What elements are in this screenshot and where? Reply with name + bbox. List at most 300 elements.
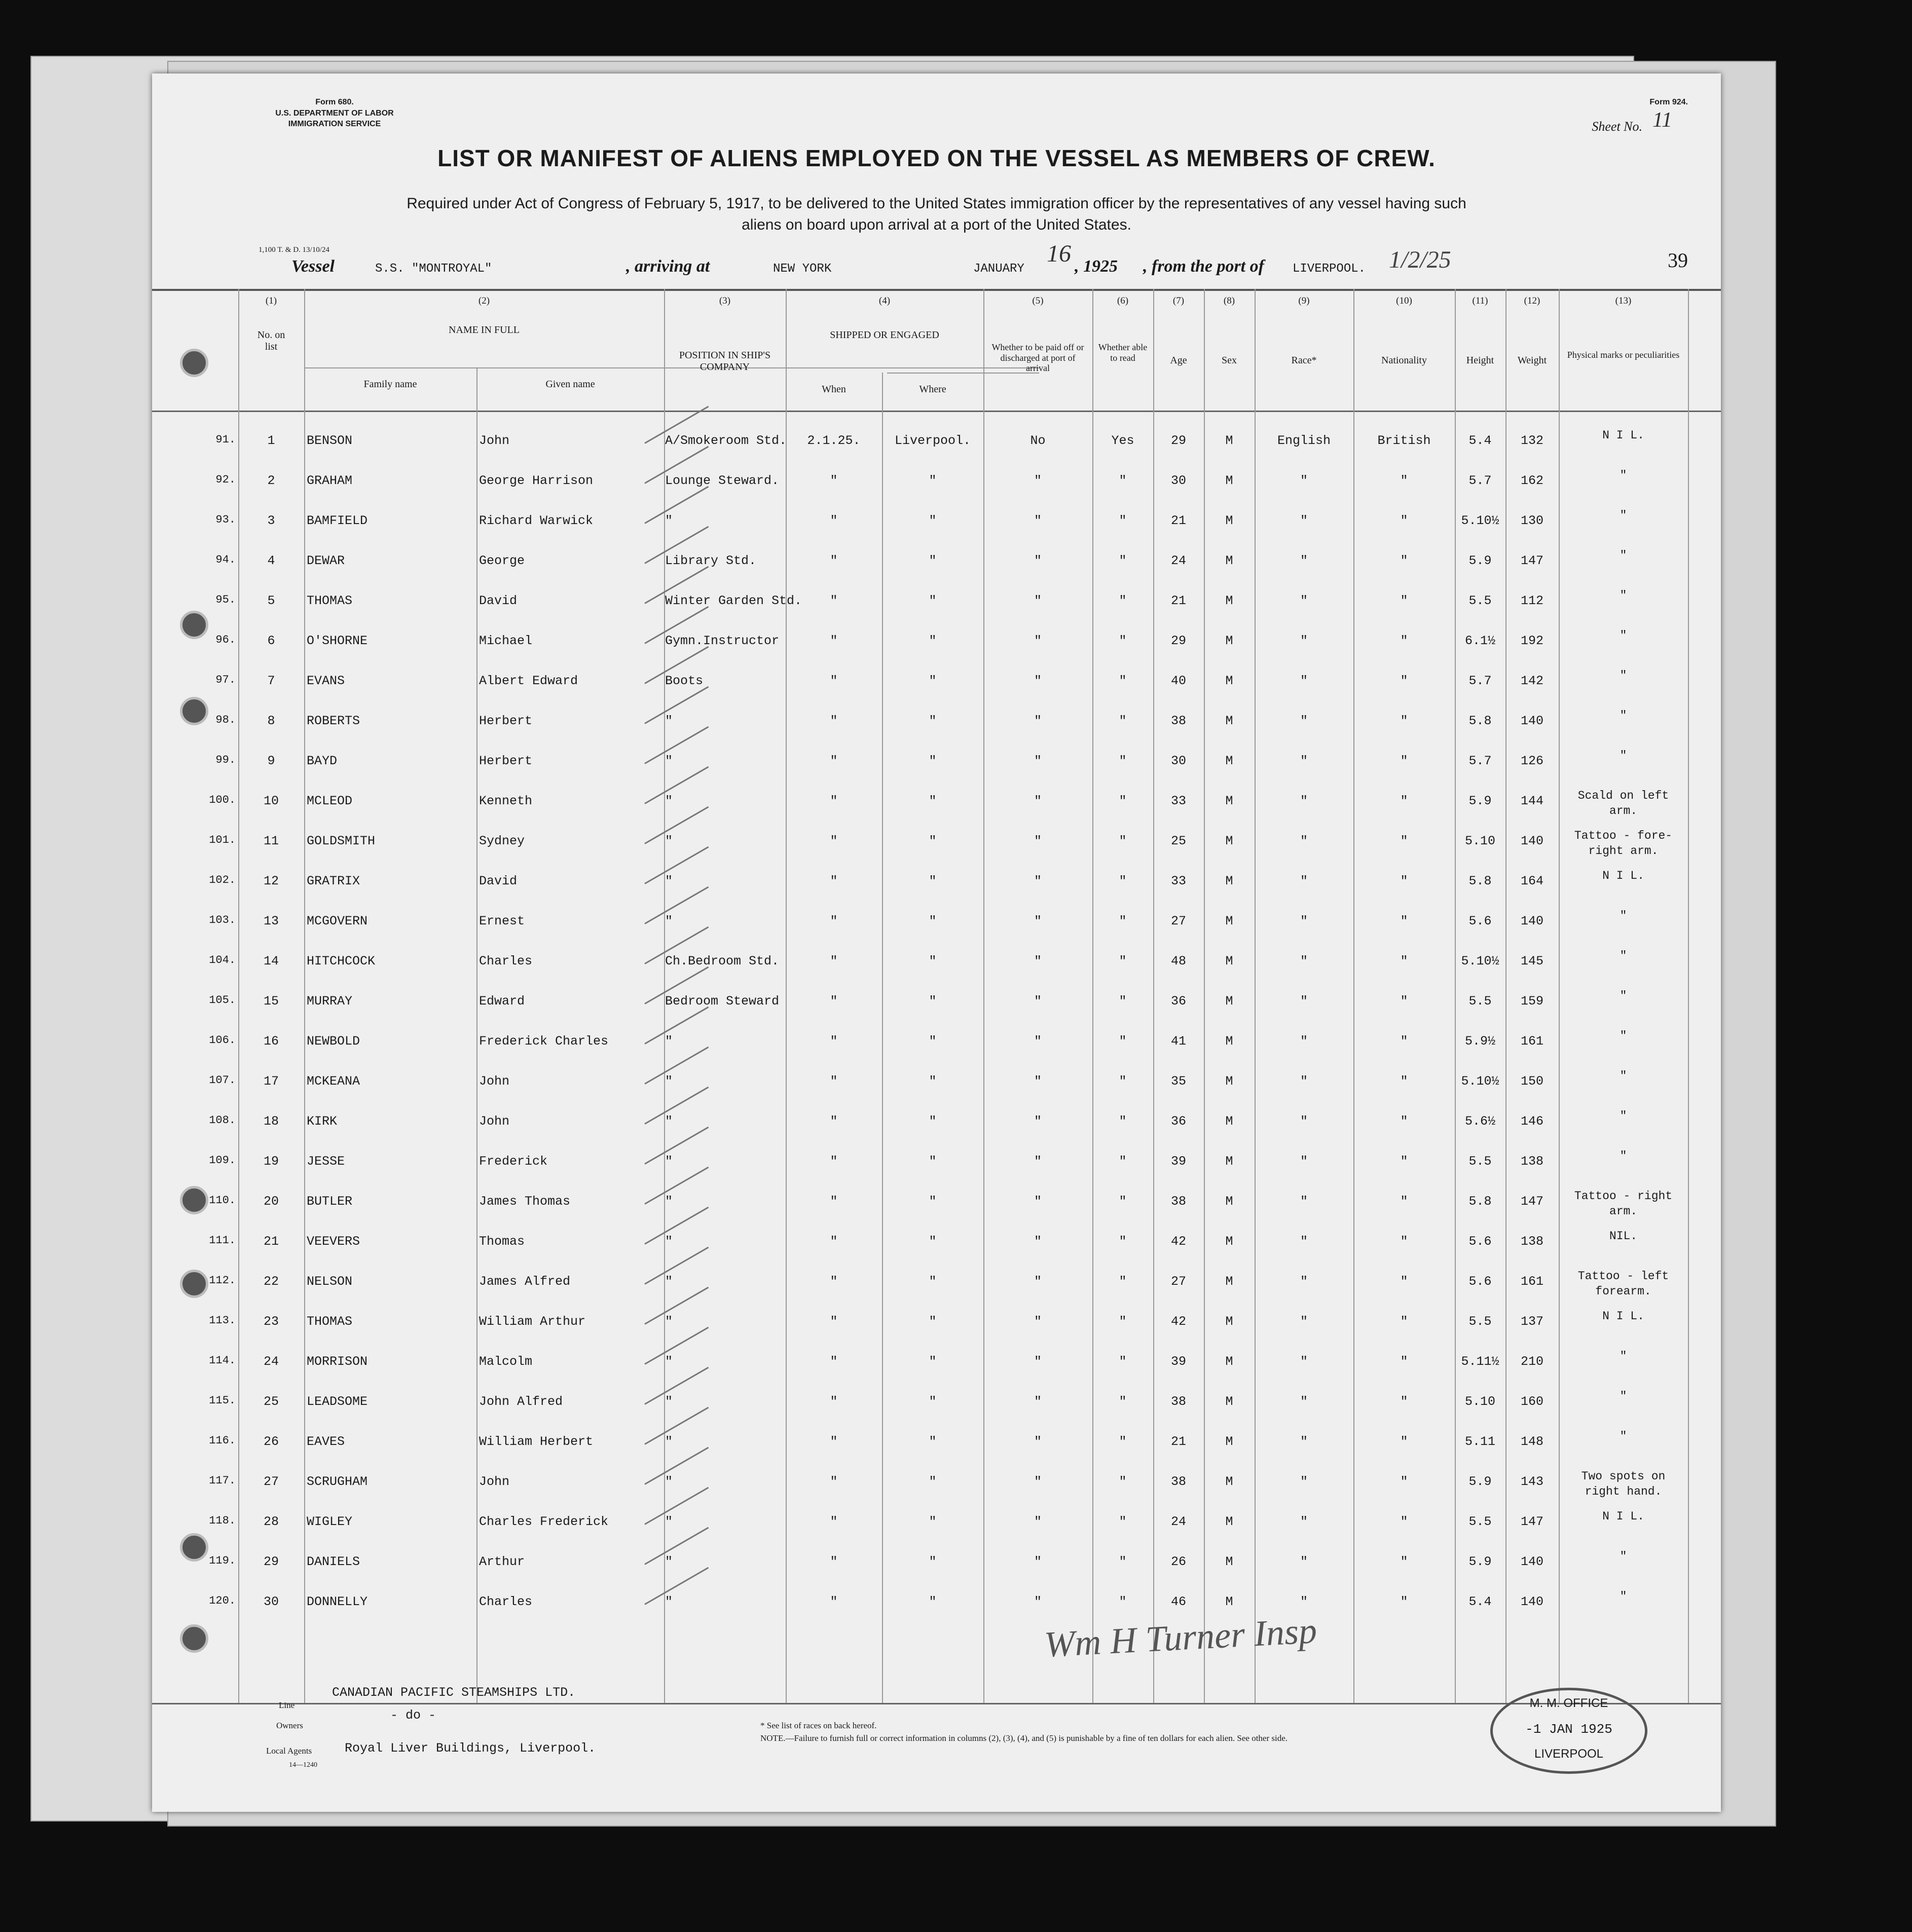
cell-sex: M: [1225, 553, 1233, 568]
cell-family-name: MCLEOD: [307, 794, 353, 808]
cell-line-number: 104.: [209, 954, 236, 967]
cell-physical-marks: ": [1620, 709, 1627, 722]
cell-when: 2.1.25.: [807, 433, 861, 448]
cell-physical-marks: ": [1620, 1029, 1627, 1043]
cell-position: ": [665, 1594, 673, 1609]
stamp-bottom: LIVERPOOL: [1534, 1747, 1604, 1761]
cell-able-to-read: ": [1119, 874, 1127, 888]
cell-race: ": [1300, 754, 1308, 768]
cell-physical-marks: ": [1620, 909, 1627, 922]
cell-age: 38: [1170, 714, 1186, 728]
cell-given-name: Sydney: [479, 834, 525, 848]
cell-where: ": [929, 1234, 937, 1249]
cell-nationality: ": [1400, 994, 1408, 1009]
cell-family-name: BAYD: [307, 754, 338, 768]
cell-sex: M: [1225, 1554, 1233, 1569]
cell-line-number: 115.: [209, 1394, 236, 1407]
cell-where: ": [929, 714, 937, 728]
header-family-name: Family name: [363, 379, 417, 390]
cell-nationality: ": [1400, 553, 1408, 568]
cell-race: ": [1300, 1154, 1308, 1169]
cell-where: Liverpool.: [894, 433, 971, 448]
cell-paid-off: ": [1034, 473, 1042, 488]
cell-line-number: 100.: [209, 794, 236, 806]
cell-weight: 138: [1520, 1234, 1543, 1249]
cell-line-number: 91.: [215, 433, 236, 446]
cell-nationality: ": [1400, 1474, 1408, 1489]
cell-sex: M: [1225, 1314, 1233, 1329]
header-age: Age: [1170, 355, 1187, 366]
cell-race: ": [1300, 593, 1308, 608]
cell-race: ": [1300, 1434, 1308, 1449]
cell-line-number: 110.: [209, 1194, 236, 1207]
page-subtitle-line2: aliens on board upon arrival at a port of the United States.: [742, 216, 1131, 233]
cell-paid-off: ": [1034, 1554, 1042, 1569]
cell-list-number: 21: [263, 1234, 279, 1249]
cell-height: 5.5: [1468, 1514, 1492, 1529]
cell-able-to-read: ": [1119, 1194, 1127, 1209]
cell-when: ": [830, 1314, 838, 1329]
cell-list-number: 19: [263, 1154, 279, 1169]
cell-weight: 192: [1520, 634, 1543, 648]
cell-paid-off: ": [1034, 1594, 1042, 1609]
cell-when: ": [830, 1554, 838, 1569]
cell-race: ": [1300, 954, 1308, 969]
cell-where: ": [929, 1114, 937, 1129]
cell-height: 5.5: [1468, 593, 1492, 608]
cell-paid-off: ": [1034, 553, 1042, 568]
cell-race: ": [1300, 1274, 1308, 1289]
cell-when: ": [830, 473, 838, 488]
cell-physical-marks: ": [1620, 1550, 1627, 1563]
cell-height: 5.11: [1464, 1434, 1495, 1449]
cell-physical-marks: Scald on left arm.: [1577, 789, 1669, 818]
cell-sex: M: [1225, 513, 1233, 528]
cell-physical-marks: ": [1620, 1350, 1627, 1363]
cell-paid-off: ": [1034, 1274, 1042, 1289]
cell-paid-off: ": [1034, 1074, 1042, 1089]
manifest-sheet: [152, 73, 1721, 1812]
cell-height: 5.5: [1468, 1154, 1492, 1169]
cell-when: ": [830, 914, 838, 928]
cell-weight: 144: [1520, 794, 1543, 808]
cell-weight: 164: [1520, 874, 1543, 888]
cell-line-number: 112.: [209, 1274, 236, 1287]
cell-race: ": [1300, 1394, 1308, 1409]
cell-age: 33: [1170, 794, 1186, 808]
cell-given-name: Frederick: [479, 1154, 548, 1169]
cell-given-name: John: [479, 1114, 510, 1129]
cell-list-number: 25: [263, 1394, 279, 1409]
cell-able-to-read: ": [1119, 1474, 1127, 1489]
cell-line-number: 117.: [209, 1474, 236, 1487]
cell-paid-off: ": [1034, 954, 1042, 969]
cell-physical-marks: ": [1620, 549, 1627, 562]
cell-weight: 160: [1520, 1394, 1543, 1409]
cell-list-number: 28: [263, 1514, 279, 1529]
cell-line-number: 120.: [209, 1594, 236, 1607]
cell-physical-marks: ": [1620, 1590, 1627, 1603]
cell-sex: M: [1225, 794, 1233, 808]
form-number-right: Form 924.: [1649, 98, 1688, 106]
cell-position: ": [665, 513, 673, 528]
cell-nationality: ": [1400, 1234, 1408, 1249]
cell-weight: 146: [1520, 1114, 1543, 1129]
col-number: (12): [1524, 295, 1540, 306]
cell-family-name: MORRISON: [307, 1354, 368, 1369]
cell-when: ": [830, 1434, 838, 1449]
cell-weight: 138: [1520, 1154, 1543, 1169]
cell-list-number: 24: [263, 1354, 279, 1369]
cell-physical-marks: ": [1620, 509, 1627, 522]
cell-age: 27: [1170, 1274, 1186, 1289]
footer-agents-value: Royal Liver Buildings, Liverpool.: [345, 1741, 596, 1756]
header-race: Race*: [1291, 355, 1317, 366]
cell-position: A/Smokeroom Std.: [665, 433, 787, 448]
header-where: Where: [919, 384, 946, 395]
cell-when: ": [830, 1194, 838, 1209]
cell-position: ": [665, 834, 673, 848]
cell-sex: M: [1225, 674, 1233, 688]
cell-when: ": [830, 1154, 838, 1169]
page-number: 39: [1668, 249, 1688, 272]
cell-physical-marks: Tattoo - fore- right arm.: [1574, 829, 1673, 858]
cell-able-to-read: ": [1119, 994, 1127, 1009]
cell-when: ": [830, 1514, 838, 1529]
cell-list-number: 18: [263, 1114, 279, 1129]
cell-physical-marks: Two spots on right hand.: [1581, 1470, 1666, 1498]
cell-given-name: George: [479, 553, 525, 568]
arrival-month: JANUARY: [973, 262, 1024, 276]
cell-paid-off: ": [1034, 674, 1042, 688]
cell-paid-off: ": [1034, 754, 1042, 768]
cell-race: ": [1300, 794, 1308, 808]
cell-height: 5.11½: [1461, 1354, 1499, 1369]
stamp-date: -1 JAN 1925: [1525, 1722, 1612, 1737]
cell-weight: 112: [1520, 593, 1543, 608]
cell-paid-off: ": [1034, 914, 1042, 928]
cell-given-name: Malcolm: [479, 1354, 533, 1369]
page-subtitle-line1: Required under Act of Congress of February 5, 1917, to be delivered to the United States immigration officer by the representatives of any vessel having such: [407, 195, 1466, 212]
cell-when: ": [830, 1074, 838, 1089]
cell-nationality: ": [1400, 1034, 1408, 1049]
cell-position: ": [665, 1474, 673, 1489]
cell-race: ": [1300, 834, 1308, 848]
punch-hole: [180, 1624, 208, 1653]
cell-nationality: ": [1400, 593, 1408, 608]
cell-nationality: ": [1400, 914, 1408, 928]
header-paid-off: Whether to be paid off or discharged at port of arrival: [991, 342, 1084, 374]
cell-given-name: Michael: [479, 634, 533, 648]
cell-line-number: 114.: [209, 1354, 236, 1367]
cell-given-name: John: [479, 1074, 510, 1089]
col-number: (2): [478, 295, 490, 306]
cell-position: ": [665, 1314, 673, 1329]
cell-line-number: 106.: [209, 1034, 236, 1047]
header-no-on-list: No. on list: [257, 329, 285, 352]
footer-line-value: CANADIAN PACIFIC STEAMSHIPS LTD.: [332, 1685, 576, 1700]
cell-where: ": [929, 1594, 937, 1609]
cell-where: ": [929, 914, 937, 928]
sheet-number-label: Sheet No.: [1592, 119, 1642, 134]
cell-when: ": [830, 1034, 838, 1049]
cell-height: 5.9: [1468, 794, 1492, 808]
cell-sex: M: [1225, 1514, 1233, 1529]
footer-agents-label: Local Agents: [266, 1746, 312, 1756]
cell-weight: 147: [1520, 1194, 1543, 1209]
cell-height: 5.10½: [1461, 1074, 1499, 1089]
cell-line-number: 102.: [209, 874, 236, 886]
cell-height: 5.10: [1464, 1394, 1495, 1409]
header-nationality: Nationality: [1381, 355, 1427, 366]
cell-where: ": [929, 1514, 937, 1529]
cell-position: ": [665, 1354, 673, 1369]
col-number: (7): [1172, 295, 1185, 306]
cell-able-to-read: ": [1119, 1594, 1127, 1609]
cell-given-name: Arthur: [479, 1554, 525, 1569]
cell-weight: 130: [1520, 513, 1543, 528]
col-number: (3): [719, 295, 731, 306]
cell-nationality: ": [1400, 1554, 1408, 1569]
cell-weight: 161: [1520, 1034, 1543, 1049]
cell-height: 5.10½: [1461, 513, 1499, 528]
cell-position: Ch.Bedroom Std.: [665, 954, 780, 969]
cell-able-to-read: ": [1119, 714, 1127, 728]
col-divider: [1559, 289, 1560, 1703]
cell-list-number: 20: [263, 1194, 279, 1209]
cell-height: 5.10½: [1461, 954, 1499, 969]
cell-race: ": [1300, 1514, 1308, 1529]
cell-family-name: MCKEANA: [307, 1074, 360, 1089]
cell-family-name: JESSE: [307, 1154, 345, 1169]
cell-given-name: William Herbert: [479, 1434, 594, 1449]
cell-where: ": [929, 1034, 937, 1049]
cell-height: 5.8: [1468, 874, 1492, 888]
cell-able-to-read: ": [1119, 1274, 1127, 1289]
cell-line-number: 97.: [215, 674, 236, 686]
cell-able-to-read: ": [1119, 553, 1127, 568]
cell-nationality: ": [1400, 954, 1408, 969]
cell-family-name: GRAHAM: [307, 473, 353, 488]
cell-weight: 145: [1520, 954, 1543, 969]
cell-height: 5.6½: [1464, 1114, 1495, 1129]
cell-line-number: 118.: [209, 1514, 236, 1527]
cell-height: 5.6: [1468, 1234, 1492, 1249]
cell-list-number: 26: [263, 1434, 279, 1449]
cell-sex: M: [1225, 1114, 1233, 1129]
cell-nationality: ": [1400, 874, 1408, 888]
cell-given-name: James Alfred: [479, 1274, 571, 1289]
cell-where: ": [929, 954, 937, 969]
header-weight: Weight: [1517, 355, 1547, 366]
cell-list-number: 27: [263, 1474, 279, 1489]
cell-list-number: 17: [263, 1074, 279, 1089]
cell-nationality: ": [1400, 1594, 1408, 1609]
cell-age: 30: [1170, 754, 1186, 768]
cell-age: 38: [1170, 1194, 1186, 1209]
cell-height: 5.5: [1468, 1314, 1492, 1329]
cell-sex: M: [1225, 954, 1233, 969]
cell-sex: M: [1225, 754, 1233, 768]
cell-given-name: Herbert: [479, 714, 533, 728]
cell-able-to-read: ": [1119, 473, 1127, 488]
cell-where: ": [929, 1474, 937, 1489]
cell-paid-off: ": [1034, 634, 1042, 648]
cell-height: 5.10: [1464, 834, 1495, 848]
cell-family-name: KIRK: [307, 1114, 338, 1129]
table-top-border: [152, 289, 1721, 291]
cell-age: 29: [1170, 433, 1186, 448]
punch-hole: [180, 1270, 208, 1298]
cell-list-number: 23: [263, 1314, 279, 1329]
cell-line-number: 92.: [215, 473, 236, 486]
inspector-signature: Wm H Turner Insp: [1043, 1610, 1318, 1665]
cell-height: 5.6: [1468, 914, 1492, 928]
cell-race: English: [1277, 433, 1331, 448]
cell-position: ": [665, 714, 673, 728]
cell-sex: M: [1225, 834, 1233, 848]
cell-able-to-read: ": [1119, 754, 1127, 768]
footer-owners-value: - do -: [390, 1708, 436, 1723]
cell-list-number: 4: [267, 553, 275, 568]
cell-list-number: 3: [267, 513, 275, 528]
cell-weight: 162: [1520, 473, 1543, 488]
cell-line-number: 116.: [209, 1434, 236, 1447]
cell-where: ": [929, 1354, 937, 1369]
cell-list-number: 14: [263, 954, 279, 969]
cell-height: 5.8: [1468, 1194, 1492, 1209]
cell-nationality: ": [1400, 1314, 1408, 1329]
col-number: (13): [1615, 295, 1632, 306]
cell-family-name: DANIELS: [307, 1554, 360, 1569]
cell-sex: M: [1225, 473, 1233, 488]
cell-nationality: ": [1400, 1074, 1408, 1089]
cell-given-name: Kenneth: [479, 794, 533, 808]
cell-paid-off: ": [1034, 1394, 1042, 1409]
col-number: (4): [878, 295, 891, 306]
cell-when: ": [830, 754, 838, 768]
cell-nationality: ": [1400, 1514, 1408, 1529]
cell-physical-marks: N I L.: [1602, 1310, 1644, 1323]
cell-able-to-read: ": [1119, 1234, 1127, 1249]
cell-race: ": [1300, 473, 1308, 488]
cell-able-to-read: ": [1119, 1394, 1127, 1409]
cell-weight: 142: [1520, 674, 1543, 688]
cell-list-number: 22: [263, 1274, 279, 1289]
cell-sex: M: [1225, 874, 1233, 888]
col-divider: [1688, 289, 1689, 1703]
cell-race: ": [1300, 994, 1308, 1009]
cell-paid-off: ": [1034, 1474, 1042, 1489]
arriving-port: NEW YORK: [773, 262, 832, 276]
cell-able-to-read: ": [1119, 1154, 1127, 1169]
cell-weight: 140: [1520, 1554, 1543, 1569]
cell-list-number: 11: [263, 834, 279, 848]
cell-height: 5.7: [1468, 473, 1492, 488]
cell-list-number: 16: [263, 1034, 279, 1049]
cell-where: ": [929, 1314, 937, 1329]
cell-given-name: George Harrison: [479, 473, 594, 488]
cell-height: 5.8: [1468, 714, 1492, 728]
cell-nationality: ": [1400, 674, 1408, 688]
cell-weight: 140: [1520, 1594, 1543, 1609]
cell-position: ": [665, 1074, 673, 1089]
cell-paid-off: ": [1034, 593, 1042, 608]
cell-age: 39: [1170, 1154, 1186, 1169]
cell-family-name: GRATRIX: [307, 874, 360, 888]
cell-line-number: 109.: [209, 1154, 236, 1167]
cell-height: 5.6: [1468, 1274, 1492, 1289]
cell-given-name: Charles Frederick: [479, 1514, 609, 1529]
cell-able-to-read: ": [1119, 1434, 1127, 1449]
cell-where: ": [929, 674, 937, 688]
cell-height: 5.9: [1468, 1554, 1492, 1569]
header-physical-marks: Physical marks or peculiarities: [1567, 350, 1680, 360]
cell-position: ": [665, 1034, 673, 1049]
cell-physical-marks: ": [1620, 629, 1627, 642]
header-when: When: [822, 384, 846, 395]
cell-age: 38: [1170, 1474, 1186, 1489]
cell-age: 41: [1170, 1034, 1186, 1049]
cell-line-number: 108.: [209, 1114, 236, 1127]
footer-form-code: 14—1240: [289, 1761, 317, 1769]
cell-line-number: 119.: [209, 1554, 236, 1567]
from-port: LIVERPOOL.: [1293, 262, 1366, 276]
cell-paid-off: No: [1030, 433, 1046, 448]
cell-weight: 143: [1520, 1474, 1543, 1489]
cell-position: Gymn.Instructor: [665, 634, 780, 648]
cell-position: ": [665, 1194, 673, 1209]
cell-age: 21: [1170, 1434, 1186, 1449]
cell-able-to-read: Yes: [1111, 433, 1134, 448]
cell-list-number: 12: [263, 874, 279, 888]
footer-owners-label: Owners: [276, 1721, 303, 1730]
cell-where: ": [929, 1194, 937, 1209]
cell-when: ": [830, 513, 838, 528]
cell-physical-marks: ": [1620, 989, 1627, 1002]
cell-when: ": [830, 954, 838, 969]
cell-race: ": [1300, 1194, 1308, 1209]
cell-sex: M: [1225, 714, 1233, 728]
cell-line-number: 98.: [215, 714, 236, 726]
cell-family-name: EVANS: [307, 674, 345, 688]
cell-when: ": [830, 794, 838, 808]
cell-nationality: ": [1400, 473, 1408, 488]
cell-where: ": [929, 874, 937, 888]
cell-physical-marks: NIL.: [1609, 1230, 1638, 1243]
cell-race: ": [1300, 1114, 1308, 1129]
cell-race: ": [1300, 1034, 1308, 1049]
cell-paid-off: ": [1034, 1314, 1042, 1329]
cell-paid-off: ": [1034, 1034, 1042, 1049]
cell-when: ": [830, 1274, 838, 1289]
header-able-to-read: Whether able to read: [1098, 342, 1148, 363]
cell-able-to-read: ": [1119, 1114, 1127, 1129]
cell-nationality: ": [1400, 1154, 1408, 1169]
cell-height: 5.9: [1468, 1474, 1492, 1489]
cell-where: ": [929, 553, 937, 568]
cell-family-name: ROBERTS: [307, 714, 360, 728]
cell-list-number: 5: [267, 593, 275, 608]
form-number-left: Form 680.: [315, 98, 354, 106]
cell-race: ": [1300, 634, 1308, 648]
col-number: (9): [1298, 295, 1310, 306]
cell-nationality: ": [1400, 794, 1408, 808]
cell-given-name: James Thomas: [479, 1194, 571, 1209]
cell-line-number: 93.: [215, 513, 236, 526]
cell-weight: 132: [1520, 433, 1543, 448]
cell-position: ": [665, 1274, 673, 1289]
